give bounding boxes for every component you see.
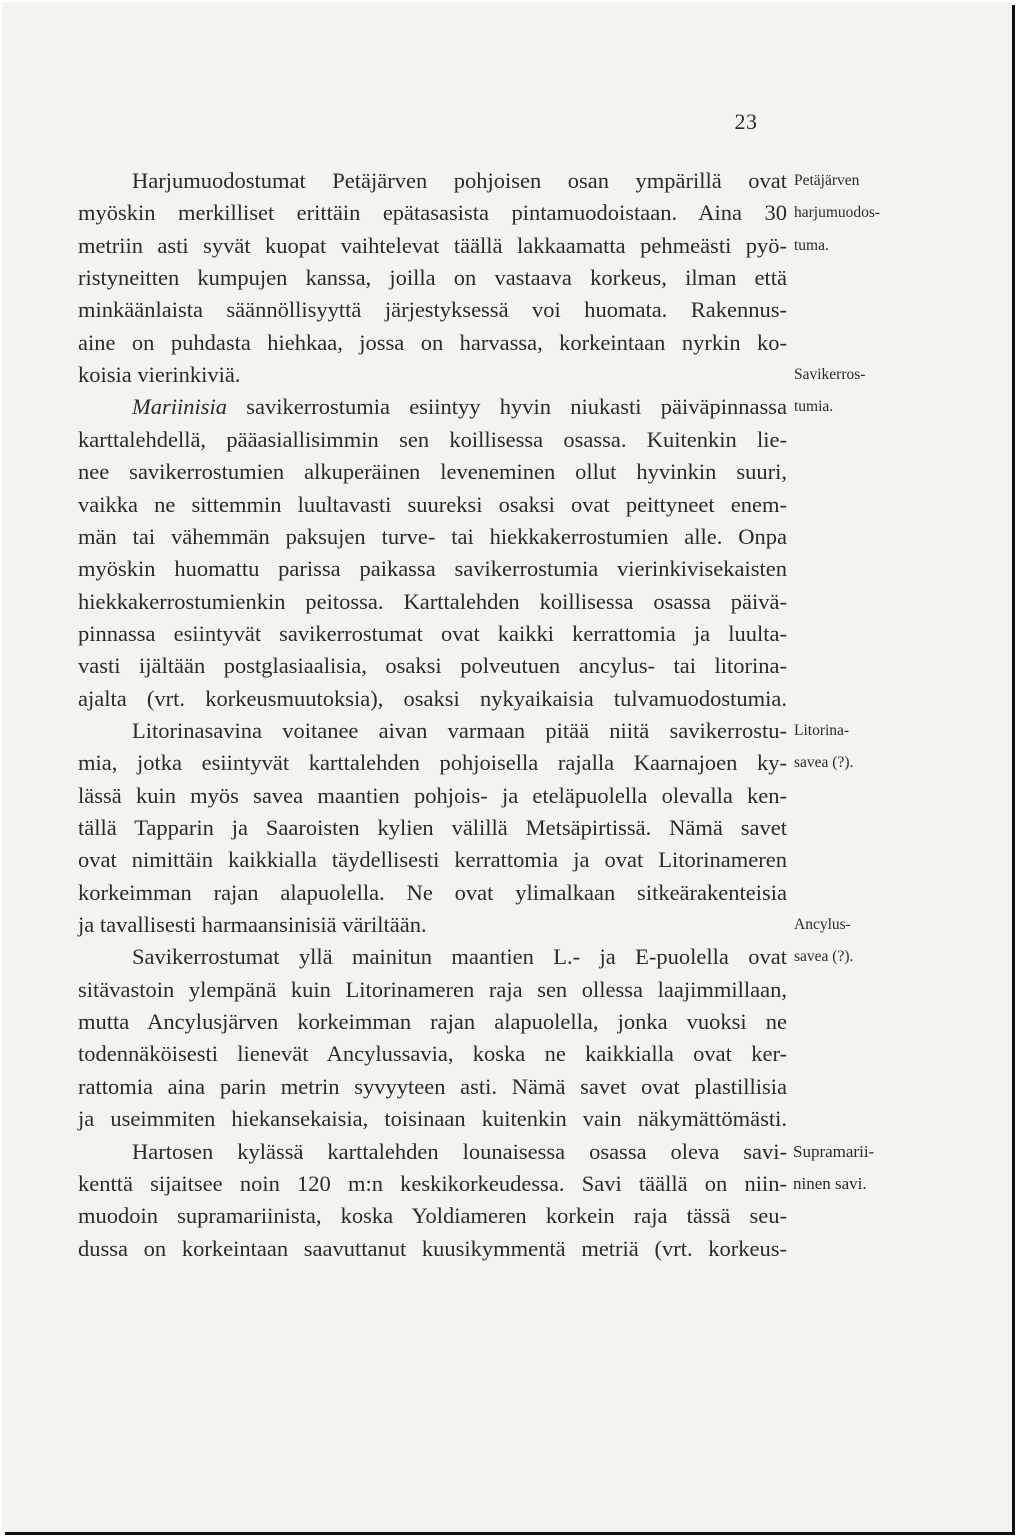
text-line [78,262,787,294]
text-line-content: rattomia aina parin metrin syvyyteen asti. Nämä savet ovat plastillisia [78,1073,787,1099]
text-line-content: ja useimmiten hiekansekaisia, toisinaan kuitenkin vain näkymättömästi. [78,1106,787,1132]
text-line-content: myöskin huomattu parissa paikassa savikerrostumia vierinkivisekaisten [78,556,787,582]
margin-note: savea (?). [794,948,854,966]
text-line [78,747,787,779]
text-line-content: nee savikerrostumien alkuperäinen leveneminen ollut hyvinkin suuri, [78,459,787,485]
text-line-content: lässä kuin myös savea maantien pohjois- ja eteläpuolella olevalla ken- [78,782,787,808]
text-line [78,456,787,488]
margin-note: Litorina- [794,721,850,739]
text-line-content: todennäköisesti lienevät Ancylussavia, koska ne kaikkialla ovat ker- [78,1041,787,1067]
text-line [78,586,787,618]
text-line-content: ajalta (vrt. korkeusmuutoksia), osaksi nykyaikaisia tulvamuodostumia. [78,685,787,711]
text-line-content: tällä Tapparin ja Saaroisten kylien välillä Metsäpirtissä. Nämä savet [78,815,787,840]
margin-note: tumia. [794,398,834,416]
text-line-content: dussa on korkeintaan saavuttanut kuusikymmentä metriä (vrt. korkeus- [78,1235,787,1261]
text-line [78,683,787,715]
text-line-content: Litorinasavina voitanee aivan varmaan pitää niitä savikerrostu- [132,717,787,743]
text-line [78,618,787,650]
text-line [78,1168,787,1200]
text-line [78,650,787,682]
text-line [78,521,787,553]
margin-note: Ancylus- [794,916,851,934]
text-line [78,877,787,909]
emphasized-term: Mariinisia [132,394,228,420]
text-line-content: ristyneitten kumpujen kanssa, joilla on vastaava korkeus, ilman että [78,265,787,291]
text-line [78,1233,787,1265]
text-line-content: metriin asti syvät kuopat vaihtelevat täällä lakkaamatta pehmeästi pyö- [78,232,787,258]
text-line-content: aine on puhdasta hiehkaa, jossa on harvassa, korkeintaan nyrkin ko- [78,329,787,355]
text-line [78,197,787,229]
text-line [78,553,787,585]
text-line [78,489,787,521]
text-line [78,1103,787,1135]
text-line-content: minkäänlaista säännöllisyyttä järjestyksessä voi huomata. Rakennus- [78,297,787,323]
text-line [132,391,787,423]
text-line [132,1136,787,1168]
text-line-content: Savikerrostumat yllä mainitun maantien L.- ja E-puolella ovat [132,944,787,970]
text-line [78,230,787,262]
text-line [78,844,787,876]
margin-note: Supramarii- [793,1141,875,1161]
text-line [78,974,787,1006]
text-line [78,424,787,456]
text-line-content: myöskin merkilliset erittäin epätasasista pintamuodoistaan. Aina 30 [78,200,787,226]
text-line-content: savikerrostumia esiintyy hyvin niukasti päiväpinnassa [227,394,787,420]
margin-note: harjumuodos- [794,204,881,222]
text-line-content: koisia vierinkiviä. [78,362,241,388]
text-line [132,715,787,747]
text-line-content: ovat nimittäin kaikkialla täydellisesti kerrattomia ja ovat Litorinameren [78,847,787,873]
text-line [132,941,787,973]
text-line [78,1006,787,1038]
text-line [78,1071,787,1103]
margin-note: tuma. [794,236,829,254]
text-line-content: Harjumuodostumat Petäjärven pohjoisen osan ympärillä ovat [132,168,787,193]
margin-note: savea (?). [794,754,854,772]
margin-note: Petäjärven [794,172,860,189]
text-line-content: vasti ijältään postglasiaalisia, osaksi polveutuen ancylus- tai litorina- [78,653,787,679]
text-line-content: män tai vähemmän paksujen turve- tai hiekkakerrostumien alle. Onpa [78,523,787,549]
margin-note: ninen savi. [793,1173,867,1193]
text-line-content: ja tavallisesti harmaansinisiä väriltään. [78,912,427,938]
page-number: 23 [734,109,758,134]
text-line-content: pinnassa esiintyvät savikerrostumat ovat kaikki kerrattomia ja luulta- [78,620,787,646]
text-line [78,294,787,326]
text-line-content: vaikka ne sittemmin luultavasti suureksi osaksi ovat peittyneet enem- [78,491,787,517]
text-line-content: Hartosen kylässä karttalehden lounaisessa osassa oleva savi- [132,1138,787,1164]
text-line-content: kenttä sijaitsee noin 120 m:n keskikorkeudessa. Savi täällä on niin- [78,1170,787,1196]
text-line [78,1038,787,1070]
text-line-content: mia, jotka esiintyvät karttalehden pohjoisella rajalla Kaarnajoen ky- [78,750,787,776]
text-line-content: sitävastoin ylempänä kuin Litorinameren raja sen ollessa laajimmillaan, [78,976,787,1002]
text-line-content: mutta Ancylusjärven korkeimman rajan alapuolella, jonka vuoksi ne [78,1009,787,1035]
text-line-content: hiekkakerrostumienkin peitossa. Karttalehden koillisessa osassa päivä- [78,588,787,614]
text-line [132,165,787,197]
text-line [78,909,787,941]
text-line [78,327,787,359]
text-line-content: muodoin supramariinista, koska Yoldiameren korkein raja tässä seu- [78,1203,787,1229]
text-line [78,1200,787,1232]
text-line [78,359,787,391]
document-page [2,2,1012,1532]
text-line [78,812,787,844]
text-line-content: korkeimman rajan alapuolella. Ne ovat ylimalkaan sitkeärakenteisia [78,879,787,905]
text-line-content: karttalehdellä, pääasiallisimmin sen koillisessa osassa. Kuitenkin lie- [78,426,787,452]
text-line [78,780,787,812]
margin-note: Savikerros- [794,366,866,384]
